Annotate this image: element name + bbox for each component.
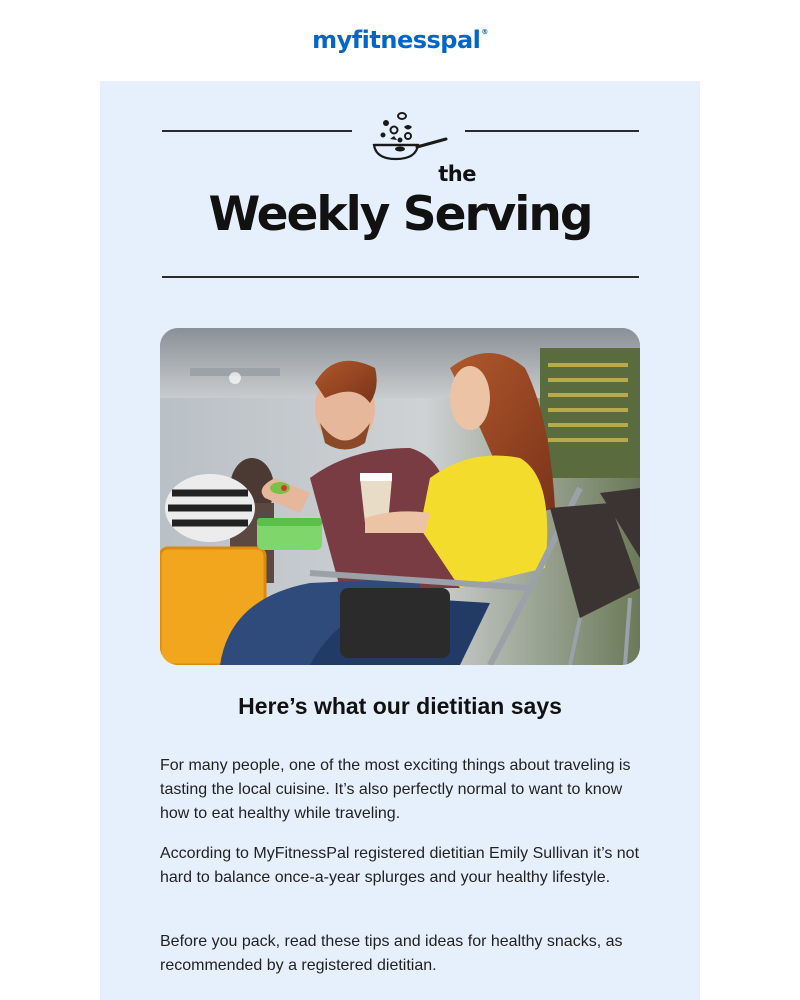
newsletter-title-prefix: the <box>438 162 476 186</box>
registered-mark: ® <box>481 28 488 36</box>
email-header <box>0 0 800 80</box>
myfitnesspal-logo[interactable] <box>312 26 488 54</box>
travelers-eating-at-airport-photo <box>160 328 640 665</box>
masthead-divider-left <box>162 130 352 132</box>
masthead-divider-right <box>465 130 639 132</box>
newsletter-title: Weekly Serving <box>208 187 592 242</box>
article-paragraph: Before you pack, read these tips and ideas for healthy snacks, as recommended by a registered dietitian. <box>160 933 623 974</box>
masthead-divider-bottom <box>162 276 639 278</box>
frying-pan-icon <box>368 109 452 163</box>
newsletter-panel <box>100 81 700 1000</box>
logo-text: myfitnesspal <box>312 26 481 54</box>
article-headline: Here’s what our dietitian says <box>238 693 562 719</box>
article-paragraph: According to MyFitnessPal registered dietitian Emily Sullivan it’s not hard to balance once-a-year splurges and your healthy lifestyle. <box>160 845 640 886</box>
hero-image[interactable] <box>160 328 640 665</box>
article-paragraph: For many people, one of the most exciting things about traveling is tasting the local cuisine. It’s also perfectly normal to want to know how to eat healthy while traveling. <box>160 757 631 822</box>
